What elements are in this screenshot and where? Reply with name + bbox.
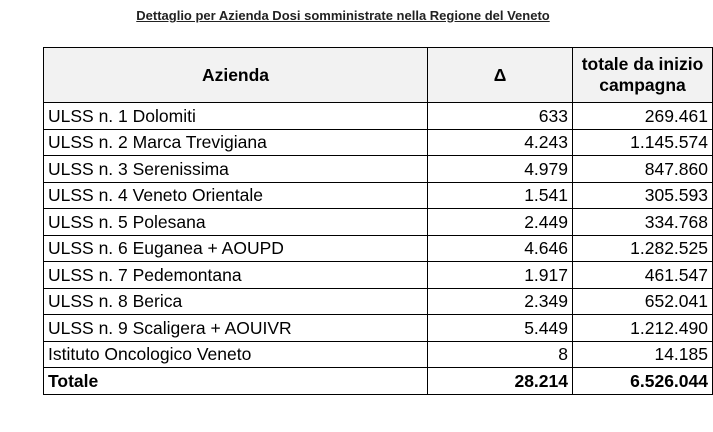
table-row bbox=[44, 209, 713, 236]
doses-table bbox=[43, 47, 713, 395]
cell-azienda: Istituto Oncologico Veneto bbox=[44, 341, 428, 368]
cell-totale: 847.860 bbox=[573, 156, 713, 183]
table-caption: Dettaglio per Azienda Dosi somministrate nella Regione del Veneto bbox=[136, 8, 550, 23]
table-row bbox=[44, 103, 713, 130]
cell-delta: 1.541 bbox=[428, 182, 573, 209]
cell-totale: 269.461 bbox=[573, 103, 713, 130]
cell-azienda: ULSS n. 3 Serenissima bbox=[44, 156, 428, 183]
table-row bbox=[44, 156, 713, 183]
table-row bbox=[44, 182, 713, 209]
cell-delta: 4.979 bbox=[428, 156, 573, 183]
cell-delta: 4.243 bbox=[428, 129, 573, 156]
table-row bbox=[44, 341, 713, 368]
header-totale bbox=[573, 48, 713, 103]
cell-delta: 1.917 bbox=[428, 262, 573, 289]
cell-azienda: ULSS n. 1 Dolomiti bbox=[44, 103, 428, 130]
cell-delta: 5.449 bbox=[428, 315, 573, 342]
cell-azienda: ULSS n. 6 Euganea + AOUPD bbox=[44, 235, 428, 262]
cell-azienda: ULSS n. 2 Marca Trevigiana bbox=[44, 129, 428, 156]
header-delta bbox=[428, 48, 573, 103]
cell-delta: 8 bbox=[428, 341, 573, 368]
table-row bbox=[44, 288, 713, 315]
cell-totale: 461.547 bbox=[573, 262, 713, 289]
table-body bbox=[44, 103, 713, 395]
total-row bbox=[44, 368, 713, 395]
delta-label: Δ bbox=[493, 65, 507, 85]
table-row bbox=[44, 315, 713, 342]
cell-delta: 4.646 bbox=[428, 235, 573, 262]
cell-totale: 1.145.574 bbox=[573, 129, 713, 156]
header-azienda: Azienda bbox=[44, 48, 428, 103]
total-totale: 6.526.044 bbox=[573, 368, 713, 395]
table-header bbox=[44, 48, 713, 103]
table-row bbox=[44, 235, 713, 262]
cell-totale: 1.282.525 bbox=[573, 235, 713, 262]
cell-azienda: ULSS n. 5 Polesana bbox=[44, 209, 428, 236]
cell-totale: 1.212.490 bbox=[573, 315, 713, 342]
header-totale-line1: totale da inizio bbox=[581, 54, 704, 74]
cell-delta: 2.349 bbox=[428, 288, 573, 315]
cell-azienda: ULSS n. 9 Scaligera + AOUIVR bbox=[44, 315, 428, 342]
cell-totale: 305.593 bbox=[573, 182, 713, 209]
cell-totale: 14.185 bbox=[573, 341, 713, 368]
table-row bbox=[44, 262, 713, 289]
total-label: Totale bbox=[44, 368, 428, 395]
header-row bbox=[44, 48, 713, 103]
cell-azienda: ULSS n. 7 Pedemontana bbox=[44, 262, 428, 289]
table-row bbox=[44, 129, 713, 156]
cell-delta: 633 bbox=[428, 103, 573, 130]
cell-azienda: ULSS n. 8 Berica bbox=[44, 288, 428, 315]
cell-azienda: ULSS n. 4 Veneto Orientale bbox=[44, 182, 428, 209]
total-delta: 28.214 bbox=[428, 368, 573, 395]
cell-totale: 652.041 bbox=[573, 288, 713, 315]
cell-delta: 2.449 bbox=[428, 209, 573, 236]
cell-totale: 334.768 bbox=[573, 209, 713, 236]
header-totale-line2: campagna bbox=[599, 75, 686, 95]
